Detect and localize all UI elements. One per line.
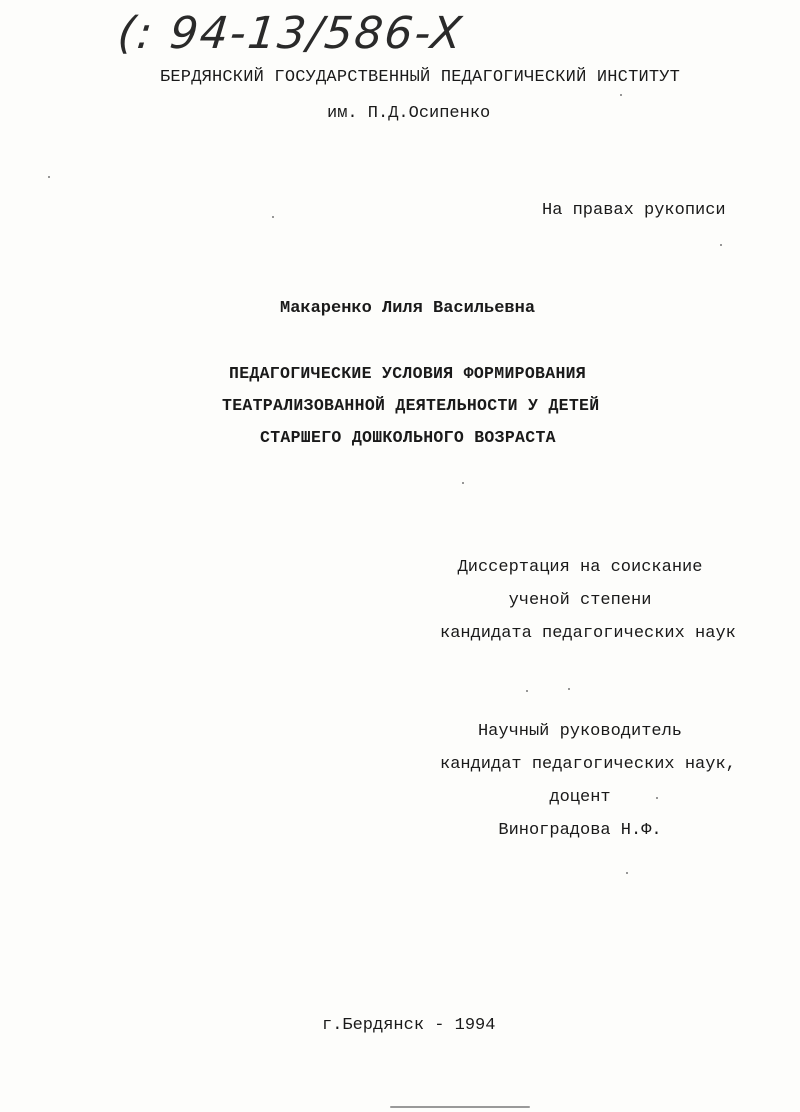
title-line-3: СТАРШЕГО ДОШКОЛЬНОГО ВОЗРАСТА	[260, 428, 556, 447]
city-year: г.Бердянск - 1994	[322, 1016, 496, 1035]
scan-speck	[626, 872, 628, 874]
dissertation-line-2: ученой степени	[508, 591, 652, 610]
scan-edge-mark	[390, 1106, 530, 1108]
scan-speck	[720, 244, 722, 246]
scan-speck	[620, 94, 622, 96]
scan-speck	[656, 797, 658, 799]
dissertation-line-3: кандидата педагогических наук	[440, 624, 736, 643]
title-line-1: ПЕДАГОГИЧЕСКИЕ УСЛОВИЯ ФОРМИРОВАНИЯ	[229, 364, 587, 383]
institute-name: БЕРДЯНСКИЙ ГОСУДАРСТВЕННЫЙ ПЕДАГОГИЧЕСКИЙ ИНСТИТУТ	[160, 68, 681, 87]
manuscript-rights-note: На правах рукописи	[542, 201, 726, 220]
scan-speck	[272, 216, 274, 218]
supervisor-line-3: доцент	[549, 788, 611, 807]
dissertation-line-1: Диссертация на соискание	[457, 558, 703, 577]
supervisor-line-1: Научный руководитель	[477, 722, 683, 741]
handwritten-catalog-number: (: 94-13/586-X	[115, 8, 466, 59]
scan-speck	[48, 176, 50, 178]
supervisor-line-4: Виноградова Н.Ф.	[498, 821, 662, 840]
scan-speck	[526, 690, 528, 692]
scan-speck	[568, 688, 570, 690]
author-name: Макаренко Лиля Васильевна	[280, 299, 536, 318]
scan-speck	[462, 482, 464, 484]
institute-named-after: им. П.Д.Осипенко	[327, 104, 491, 123]
supervisor-line-2: кандидат педагогических наук,	[440, 755, 736, 774]
title-line-2: ТЕАТРАЛИЗОВАННОЙ ДЕЯТЕЛЬНОСТИ У ДЕТЕЙ	[222, 396, 600, 415]
